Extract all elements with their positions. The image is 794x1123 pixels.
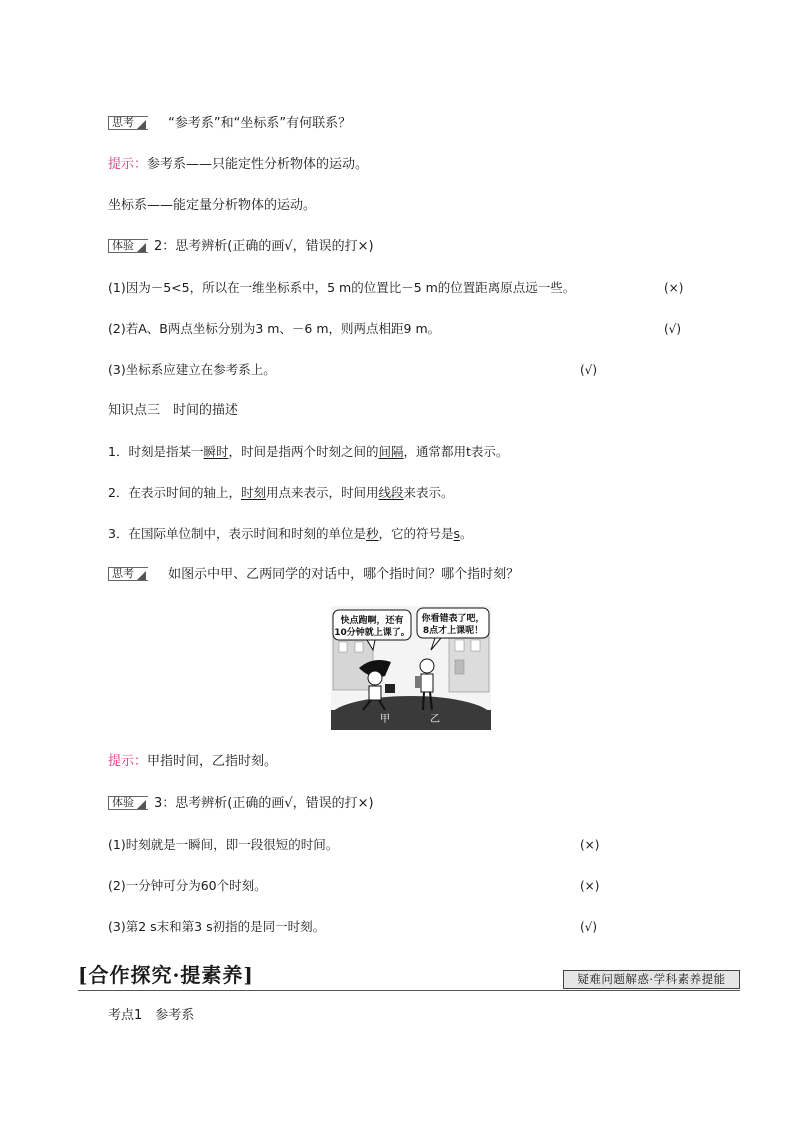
bubble-1-line-1: 快点跑啊，还有: [340, 616, 404, 626]
judge-2-item: (3)坐标系应建立在参考系上。: [108, 362, 276, 377]
exp-tag: 体验: [108, 796, 148, 810]
hint-label: 提示：: [108, 754, 148, 769]
exp-2-heading: [108, 238, 374, 256]
point-answer: 线段: [378, 485, 404, 500]
think-tag: 思考: [108, 567, 148, 581]
exp-3-num: 3：: [154, 796, 176, 811]
judge-2-mark: (×): [664, 281, 684, 295]
point-answer: s: [453, 526, 461, 541]
judge-2-item: (1)因为－5<5，所以在一维坐标系中，5 m的位置比－5 m的位置距离原点远一些。: [108, 280, 576, 295]
point-3: [108, 525, 473, 543]
judge-3-item: (3)第2 s末和第3 s初指的是同一时刻。: [108, 919, 326, 934]
point-text: ，它的符号是: [378, 526, 454, 541]
point-text: 。: [460, 526, 473, 541]
point-answer: 瞬时: [203, 444, 229, 459]
hint-1: [108, 156, 368, 174]
judge-2-item: (2)若A、B两点坐标分别为3 m、－6 m，则两点相距9 m。: [108, 321, 441, 336]
knowledge-point-title: 知识点三 时间的描述: [108, 403, 239, 418]
point-text: 用点来表示，时间用: [265, 485, 379, 500]
section-title: [合作探究·提素养]: [78, 963, 254, 987]
exam-point-title: 考点1 参考系: [108, 1008, 195, 1023]
point-text: 来表示。: [403, 485, 454, 500]
point-answer: 秒: [365, 526, 379, 541]
point-text: ，通常都用t表示。: [403, 444, 509, 459]
point-text: 1．时刻是指某一: [108, 444, 204, 459]
label-yi: 乙: [430, 714, 440, 725]
section-badge: 疑难问题解惑·学科素养提能: [563, 970, 740, 989]
think-question-text: “参考系”和“坐标系”有何联系？: [168, 116, 352, 131]
point-text: 3．在国际单位制中，表示时间和时刻的单位是: [108, 526, 366, 541]
judge-3-mark: (×): [580, 879, 600, 893]
think-question-text: 如图示中甲、乙两同学的对话中，哪个指时间？哪个指时刻？: [168, 567, 520, 582]
exp-3-heading: [108, 795, 374, 813]
judge-3-mark: (×): [580, 838, 600, 852]
point-1: [108, 443, 508, 461]
judge-3-mark: (√): [580, 920, 598, 934]
illustration-drawing: [331, 606, 491, 730]
hint-2: [108, 753, 277, 771]
hint-1b: 坐标系——能定量分析物体的运动。: [108, 198, 317, 213]
hint-label: 提示：: [108, 157, 148, 172]
point-answer: 间隔: [378, 444, 404, 459]
exp-3-text: 思考辨析(正确的画√，错误的打×): [175, 796, 374, 811]
exp-2-text: 思考辨析(正确的画√，错误的打×): [175, 239, 374, 254]
point-answer: 时刻: [240, 485, 266, 500]
bubble-1-line-2: 10分钟就上课了。: [334, 628, 410, 638]
bubble-2-line-1: 你看错表了吧，: [421, 614, 485, 624]
think-question-2: [108, 566, 519, 584]
hint-text: 甲指时间，乙指时刻。: [147, 754, 278, 769]
exp-2-num: 2：: [154, 239, 176, 254]
think-question-1: [108, 115, 351, 133]
dialogue-illustration: [331, 606, 491, 730]
judge-3-item: (1)时刻就是一瞬间，即一段很短的时间。: [108, 837, 339, 852]
judge-3-item: (2)一分钟可分为60个时刻。: [108, 878, 267, 893]
point-text: ，时间是指两个时刻之间的: [228, 444, 379, 459]
judge-2-mark: (√): [580, 363, 598, 377]
section-divider: [78, 990, 740, 991]
label-jia: 甲: [380, 714, 390, 725]
judge-2-mark: (√): [664, 322, 682, 336]
exp-tag: 体验: [108, 239, 148, 253]
hint-text: 参考系——只能定性分析物体的运动。: [147, 157, 369, 172]
point-2: [108, 484, 454, 502]
point-text: 2．在表示时间的轴上，: [108, 485, 241, 500]
think-tag: 思考: [108, 116, 148, 130]
bubble-2-line-2: 8点才上课呢！: [422, 626, 484, 636]
